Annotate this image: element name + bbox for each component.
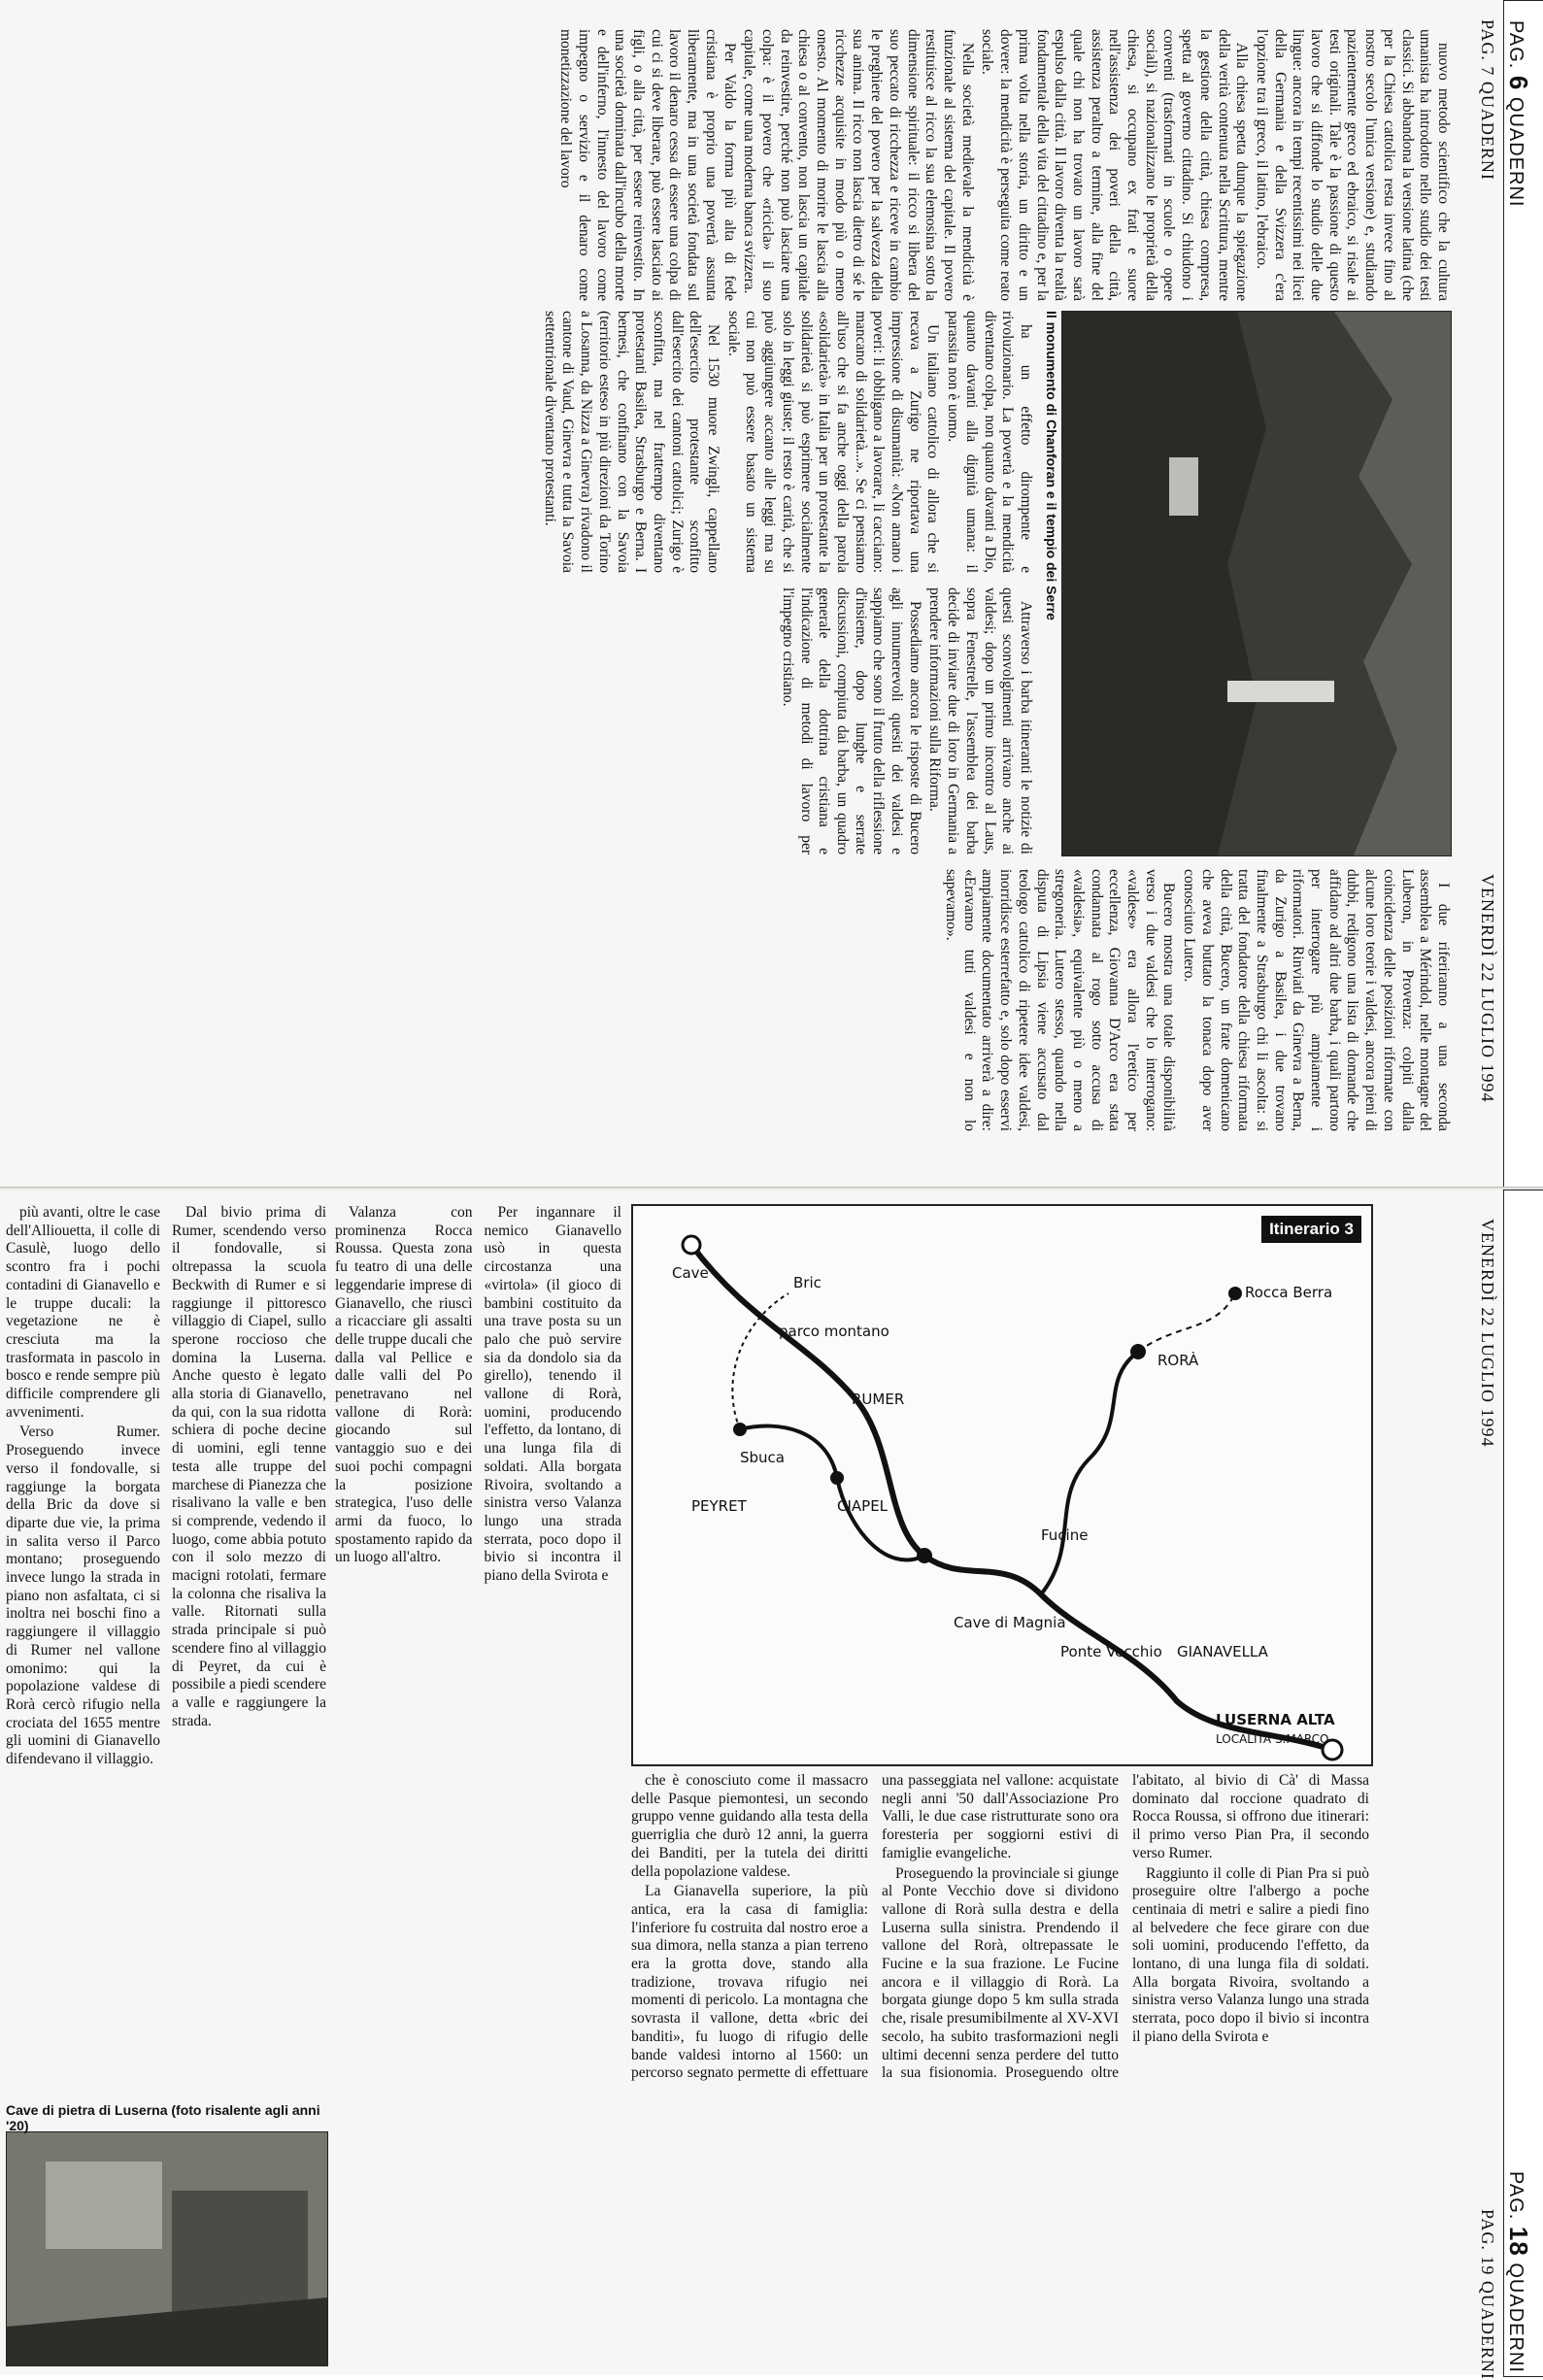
label-rumer: RUMER <box>852 1391 905 1408</box>
date-line: VENERDÌ 22 LUGLIO 1994 <box>1478 874 1497 1103</box>
right-page-label-text: PAG. <box>1478 2209 1497 2251</box>
label-cave: Cave <box>672 1264 709 1282</box>
paragraph: La Gianavella superiore, la più antica, era la casa di famiglia: l'inferiore fu costruita dal nostro eroe a sua dimora, nella stanza a pian terreno era la grotta dove, stando alla tradizione, trovava rifugio nei momenti di pericolo. La montagna che sovrasta il vallone, detta «bric dei banditi», fu luogo di rifugio delle bande valdesi intorno al 1560: un percorso segnato permette di effettuare una passeggiata nel vallone: acquistate negli anni '50 dall'Associazione Pro Valli, le due case ristrutturate sono ora foresteria per soggiorni estivi di famiglie evangeliche. <box>631 1772 1119 2082</box>
newspaper-page-18-19 <box>0 1190 1543 2380</box>
right-section-name: QUADERNI <box>1478 81 1497 181</box>
label-bric: Bric <box>793 1274 822 1291</box>
right-page-number: 7 <box>1478 66 1497 77</box>
text-column-2 <box>335 311 1034 573</box>
section-name: QUADERNI <box>1505 2263 1526 2373</box>
bottom-text-column-3 <box>6 1204 326 2093</box>
paragraph: Per Valdo la forma più alta di fede cristiana è proprio una povertà assunta liberamente, ma in una società fondata sul lavoro il denaro cessa di essere una colpa di cui ci si deve liberare, può essere lasciato ai figli, o alla città, per essere reinvestito. In una società dominata dall'incubo della morte e dell'inferno, l'innesto del lavoro come impegno o servizio e il denaro come monetizzazione del lavoro <box>557 29 738 301</box>
paragraph: Dal bivio prima di Rumer, scendendo verso il fondovalle, si oltrepassa la scuola Beckwith di Rumer e si raggiunge il pittoresco villaggio di Ciapel, sullo sperone roccioso che domina la Luserna. Anche questo è legato alla storia di Gianavello, da qui, con la sua ridotta schiera di poche decine di uomini, egli tenne testa alle truppe del marchese di Pianezza che risalivano la valle e ben si comprende, vedendo il luogo, come abbia potuto con il solo mezzo di macigni rotolati, fermare la colonna che risaliva la valle. Ritornati sulla strada principale si può scendere fino al villaggio di Peyret, da cui è possibile a piedi scendere a valle e raggiungere la strada. <box>172 1204 326 1729</box>
label-ponte: Ponte Vecchio <box>1060 1643 1162 1660</box>
paragraph: che è conosciuto come il massacro delle Pasque piemontesi, un secondo gruppo venne guidando alla testa della guerriglia che durò 12 anni, la guerra dei Banditi, per la tutela dei diritti della popolazione valdese. <box>631 1772 868 1880</box>
text-column-3 <box>335 587 1034 855</box>
paragraph: Possediamo ancora le risposte di Bucero agli innumerevoli quesiti dei valdesi e sappiamo che sono il frutto della riflessione d'insieme, dopo lunghe e serrate discussioni, compiuta dai barba, un quadro generale della dottrina cristiana e l'indicazione di metodi di lavoro per l'impegno cristiano. <box>779 587 923 855</box>
top-content-rotated <box>15 10 1461 1175</box>
paragraph: più avanti, oltre le case dell'Alliouetta, il colle di Casulè, luogo dello scontro fra i pochi contadini di Gianavello e le truppe ducali: la vegetazione ne è cresciuta ma la trasformata in pascolo in bosco e rende sempre più difficile comprendere gli avvenimenti. <box>6 1204 160 1421</box>
page-label-18 <box>1503 2171 1533 2373</box>
right-section-name: QUADERNI <box>1478 2280 1497 2380</box>
bottom-text-column-2 <box>335 1204 621 2364</box>
chanforan-photo <box>1061 311 1452 856</box>
paragraph: ha un effetto dirompente e rivoluzionario. La povertà e la mendicità diventano colpa, non quanto davanti a Dio, quanto davanti alla dignità umana: il parassita non è uomo. <box>945 311 1034 573</box>
paragraph: nuovo metodo scientifico che la cultura umanista ha introdotto nello studio dei testi classici. Si abbandona la versione latina (che per la Chiesa cattolica resta invece fino al nostro secolo l'unica versione) e, studiando pazientemente greco ed ebraico, si risale ai testi originali. Tale è la passione di questo lavoro che si diffonde lo studio delle due lingue: ancora in tempi recentissimi nei licei della Germania e della Svizzera c'era l'opzione tra il greco, il latino, l'ebraico. <box>1253 29 1452 301</box>
paragraph: Nella società medievale la mendicità è funzionale al sistema del capitale. Il povero restituisce al ricco la sua elemosina sotto la dimensione spirituale: il ricco si libera del suo peccato di ricchezza e riceve in cambio le preghiere del povero per la salvezza della sua anima. Il ricco non lascia dietro di sé le ricchezze acquisite in modo più o meno onesto. Al momento di morire le lascia alla chiesa o al convento, non lascia un capitale da reinvestire, perché non può lasciare una colpa: è il povero che «ricicla» il suo capitale, come una moderna banca svizzera. <box>741 29 976 301</box>
label-localita: LOCALITÀ S.MARCO <box>1216 1732 1329 1746</box>
page-header-strip-bottom <box>1503 1190 1543 2377</box>
page-label-text: PAG. <box>1505 20 1526 70</box>
paragraph: Proseguendo la provinciale si giunge al Ponte Vecchio dove si dividono vallone di Rorà sulla destra e della Luserna sulla sinistra. Prendendo il vallone del Rorà, oltrepassate le Fucine e la sua frazione. Le Fucine ancora e il villaggio di Rorà. La borgata giunge dopo 5 km sulla strada che, risale presumibilmente al XV-XVI secolo, ha subito trasformazioni negli ultimi decenni senza perdere del tutto la sua fisionomia. Proseguendo oltre l'abitato, al bivio di Cà' di Massa dominato dal roccione quadrato di Rocca Roussa, si offrono due itinerari: il primo verso Pian Pra, il secondo verso Rumer. <box>882 1772 1369 2082</box>
date-line: VENERDÌ 22 LUGLIO 1994 <box>1478 1219 1497 1448</box>
label-ciapel: CIAPEL <box>837 1497 889 1515</box>
right-page-number: 19 <box>1478 2256 1497 2276</box>
landscape-image <box>1062 312 1451 855</box>
quarry-photo-caption: Cave di pietra di Luserna (foto risalente agli anni '20) <box>6 2102 320 2133</box>
paragraph: Valanza con prominenza Rocca Roussa. Questa zona fu teatro di una delle leggendarie imprese di Gianavello, che riuscì a ricacciare gli assalti delle truppe ducali che dalla val Pellice e dalle valli del Po penetravano nel vallone di Rorà: giocando sul vantaggio suo e dei suoi pochi compagni la posizione strategica, l'uso delle armi da fuoco, lo spostamento rapido da un luogo all'altro. <box>335 1204 473 1566</box>
label-rocca: Rocca Berra <box>1245 1284 1333 1301</box>
label-peyret: PEYRET <box>691 1497 747 1515</box>
right-page-label <box>1477 2209 1497 2380</box>
itinerary-badge: Itinerario 3 <box>1261 1216 1361 1243</box>
itinerary-map <box>631 1204 1373 1766</box>
label-gianavella: GIANAVELLA <box>1177 1643 1268 1660</box>
label-parco: parco montano <box>779 1323 889 1340</box>
page-header-right <box>1474 19 1501 1165</box>
page-header-strip <box>1503 0 1543 1189</box>
paragraph: Attraverso i barba itineranti le notizie di questi sconvolgimenti arrivano anche ai valdesi; dopo un primo incontro al Laus, sopra Fenestrelle, l'assemblea dei barba decide di inviare due di loro in Germania a prendere informazioni sulla Riforma. <box>926 587 1034 855</box>
text-column-1 <box>335 29 1452 301</box>
paragraph: I due riferiranno a una seconda assemblea a Mérindol, nelle montagne del Luberon, in Provenza: colpiti dalla coincidenza delle posizioni riformate con alcune loro teorie i valdesi, ancora pieni di dubbi, redigono una lista di domande che affidano ad altri due barba, i quali partono per interrogare più ampiamente i riformatori. Rinviati da Ginevra a Berna, da Zurigo a Basilea, i due trovano finalmente a Strasburgo chi li ascolta: si tratta del fondatore della chiesa riformata della città, Bucero, un frate domenicano che aveva buttato la tonaca dopo aver conosciuto Lutero. <box>1181 869 1452 1131</box>
page-label-6 <box>1503 20 1533 207</box>
bottom-text-column-1 <box>631 1772 1369 2364</box>
quarry-image <box>7 2132 327 2365</box>
page-number: 6 <box>1504 75 1533 91</box>
label-fucine: Fucine <box>1041 1526 1089 1544</box>
page-header-right-bottom <box>1474 1199 1501 2380</box>
section-name: QUADERNI <box>1505 96 1526 208</box>
paragraph: Bucero mostra una totale disponibilità verso i due valdesi che lo interrogano: «valdese» era allora l'eretico per eccellenza, Giovanna D'Arco era stata condannata al rogo sotto accusa di «valdesia», equivalente più o meno a stregoneria. Lutero stesso, quando nella disputa di Lipsia viene accusato dal teologo cattolico di ripetere idee valdesi, inorridisce esterrefatto e, solo dopo esservi ampiamente documentato arriverà a dire: «Eravamo tutti valdesi e non lo sapevamo». <box>943 869 1178 1131</box>
right-page-label-text: PAG. <box>1478 19 1497 61</box>
label-ciabot: Sbuca <box>740 1449 785 1466</box>
paragraph: Nel 1530 muore Zwingli, cappellano dell'esercito protestante sconfitto dall'esercito dei cantoni cattolici; Zurigo è sconfitta, ma nel frattempo diventano protestanti Basilea, Strasburgo e Berna. I bernesi, che confinano con la Savoia (territorio esteso in più direzioni da Torino a Losanna, da Nizza a Ginevra) rivadono il cantone di Vaud, Ginevra e tutta la Savoia settentrionale diventano protestanti. <box>541 311 722 573</box>
paragraph: Per ingannare il nemico Gianavello usò in questa circostanza una «virtola» (il gioco di bambini costituito da una trave posta su un palo che può servire sia da dondolo sia da girello), tenendo il vallone di Rorà, uomini, producendo l'effetto, da lontano, di una lunga fila di soldati. Alla borgata Rivoira, svoltando a sinistra verso Valanza lungo una strada sterrata, poco dopo il bivio si incontra il piano della Svirota e <box>484 1204 621 1585</box>
label-rora: RORÀ <box>1157 1352 1199 1369</box>
label-cave-magnia: Cave di Magnia <box>954 1614 1066 1631</box>
paragraph: Alla chiesa spetta dunque la spiegazione della verità contenuta nella Scrittura, mentre la gestione della città, chiesa compresa, spetta al governo cittadino. Si chiudono i conventi (trasformati in scuole o opere sociali), si nazionalizzano le proprietà della chiesa, si occupano ex frati e suore nell'assistenza dei poveri della città, assistenza peraltro a termine, alla fine del quale chi non ha trovato un lavoro sarà espulso dalla città. Il lavoro diventa la realtà fondamentale della vita del cittadino e, per la prima volta nella storia, un diritto e un dovere: la mendicità è perseguita come reato sociale. <box>979 29 1251 301</box>
paragraph: Verso Rumer. Proseguendo invece verso il fondovalle, si raggiunge la borgata della Bric da dove si diparte due vie, la prima in salita verso il Parco montano; proseguendo invece lungo la strada in piano non asfaltata, ci si inoltra nei boschi fino a raggiungere il villaggio di Rumer nel vallone omonimo: qui la popolazione valdese di Rorà cercò rifugio nella crociata del 1655 mentre gli uomini di Gianavello difendevano il villaggio. <box>6 1424 160 1768</box>
page-number: 18 <box>1504 2226 1533 2257</box>
right-page-label <box>1477 19 1497 181</box>
label-luserna: LUSERNA ALTA <box>1216 1711 1335 1728</box>
paragraph: Raggiunto il colle di Pian Pra si può proseguire oltre l'albergo a poche centinaia di metri e salire a piedi fino al belvedere che fece girare con due soli uomini, producendo l'effetto, da lontano, di una lunga fila di soldati. Alla borgata Rivoira, svoltando a sinistra verso Valanza lungo una strada sterrata, poco dopo il bivio si incontra il piano della Svirota e <box>1132 1864 1369 2045</box>
page-label-text: PAG. <box>1505 2171 1526 2221</box>
text-column-4 <box>335 869 1452 1131</box>
quarry-photo <box>6 2131 328 2366</box>
paragraph: Un italiano cattolico di allora che si recava a Zurigo ne riportava una impressione di disumanità: «Non amano i poveri: li obbligano a lavorare, li cacciano: mancano di solidarietà...». Se ci pensiamo all'uso che si fa anche oggi della parola «solidarietà» in Italia per un protestante la solidarietà si può esprimere socialmente solo in leggi giuste; il resto è carità, che si può aggiungere accanto alle leggi ma su cui non può essere basato un sistema sociale. <box>724 311 942 573</box>
photo-caption: Il monumento di Chanforan e il tempio dei Serre <box>1044 311 1059 620</box>
